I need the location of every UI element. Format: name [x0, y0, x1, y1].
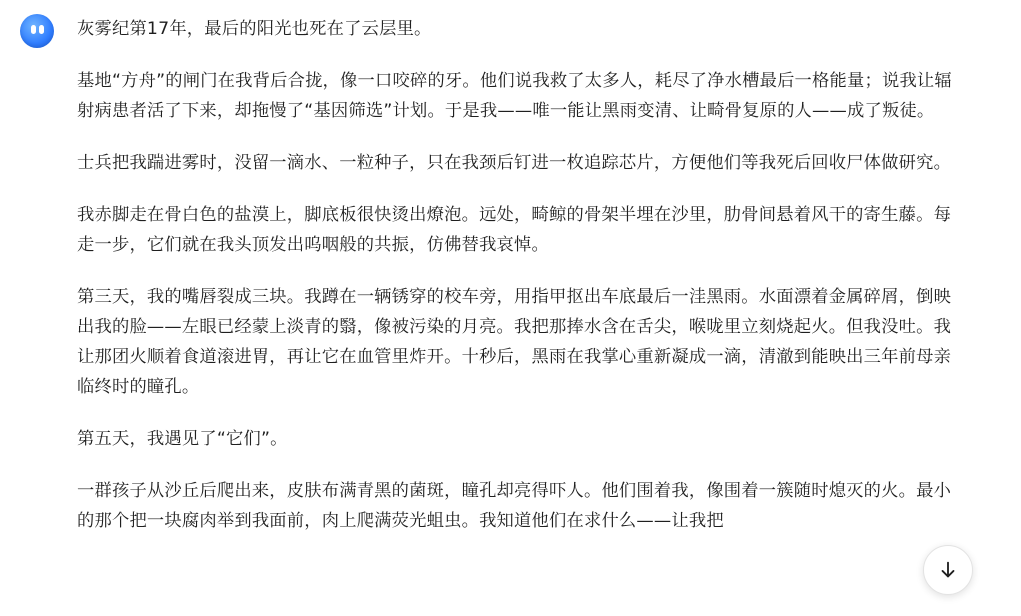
- message-paragraph: 我赤脚走在骨白色的盐漠上，脚底板很快烫出燎泡。远处，畸鲸的骨架半埋在沙里，肋骨间悬着风干的寄生藤。每走一步，它们就在我头顶发出呜咽般的共振，仿佛替我哀悼。: [77, 205, 952, 255]
- message-paragraph: 第三天，我的嘴唇裂成三块。我蹲在一辆锈穿的校车旁，用指甲抠出车底最后一洼黑雨。水面漂着金属碎屑，倒映出我的脸——左眼已经蒙上淡青的翳，像被污染的月亮。我把那捧水含在舌尖，喉咙里立刻烧起火。但我没吐。我让那团火顺着食道滚进胃，再让它在血管里炸开。十秒后，黑雨在我掌心重新凝成一滴，清澈到能映出三年前母亲临终时的瞳孔。: [77, 287, 952, 397]
- assistant-message: [77, 14, 961, 558]
- message-paragraph: 一群孩子从沙丘后爬出来，皮肤布满青黑的菌斑，瞳孔却亮得吓人。他们围着我，像围着一簇随时熄灭的火。最小的那个把一块腐肉举到我面前，肉上爬满荧光蛆虫。我知道他们在求什么——让我把: [77, 481, 952, 531]
- assistant-avatar: [20, 14, 54, 48]
- arrow-down-icon: [937, 559, 959, 581]
- message-paragraph: 灰雾纪第17年，最后的阳光也死在了云层里。: [77, 19, 432, 39]
- message-paragraph: 基地“方舟”的闸门在我背后合拢，像一口咬碎的牙。他们说我救了太多人，耗尽了净水槽最后一格能量；说我让辐射病患者活了下来，却拖慢了“基因筛选”计划。于是我——唯一能让黑雨变清、让畸骨复原的人——成了叛徒。: [77, 71, 952, 121]
- avatar-eye-left: [31, 25, 36, 34]
- avatar-eye-right: [39, 25, 44, 34]
- scroll-to-bottom-button[interactable]: [923, 545, 973, 595]
- message-paragraph: 第五天，我遇见了“它们”。: [77, 429, 288, 449]
- message-paragraph: 士兵把我踹进雾时，没留一滴水、一粒种子，只在我颈后钉进一枚追踪芯片，方便他们等我死后回收尸体做研究。: [77, 153, 952, 173]
